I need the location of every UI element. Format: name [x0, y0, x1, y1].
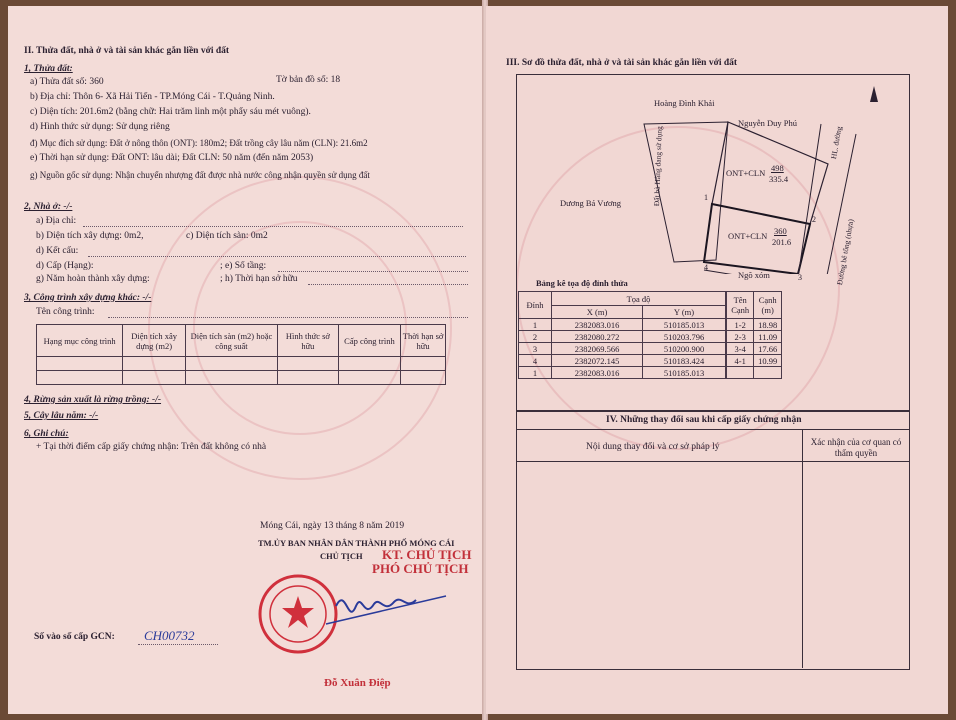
- registry-label: Số vào số cấp GCN:: [34, 632, 115, 642]
- section3-title: III. Sơ đồ thửa đất, nhà ở và tài sản khác gắn liền với đất: [506, 58, 738, 68]
- coord-row-point: 1: [519, 367, 552, 379]
- works-col-grade: Cấp công trình: [338, 325, 401, 357]
- edge-row-length: 10.99: [754, 355, 782, 367]
- house-heading: 2, Nhà ở: -/-: [24, 202, 73, 212]
- works-col-term: Thời hạn sở hữu: [401, 325, 446, 357]
- house-floor-area: c) Diện tích sàn: 0m2: [186, 231, 268, 241]
- house-grade: d) Cấp (Hạng):: [36, 261, 94, 271]
- coord-row-point: 3: [519, 343, 552, 355]
- edge-row-length: 17.66: [754, 343, 782, 355]
- edge-table: [726, 291, 782, 379]
- notes-line: + Tại thời điểm cấp giấy chứng nhận: Trên đất không có nhà: [36, 442, 267, 452]
- coord-row-point: 1: [519, 319, 552, 331]
- coord-row-x: 2382083.016: [552, 319, 643, 331]
- lot-360-area: 201.6: [772, 237, 792, 247]
- works-col-item: Hạng mục công trình: [37, 325, 123, 357]
- coord-row-x: 2382069.566: [552, 343, 643, 355]
- alley-label: Ngõ xóm: [738, 270, 770, 280]
- works-heading: 3, Công trình xây dựng khác: -/-: [24, 293, 152, 303]
- neighbor-hoang: Hoàng Đình Khải: [654, 98, 715, 108]
- right-page: [486, 6, 948, 714]
- section4-title: IV. Những thay đổi sau khi cấp giấy chứng nhận: [606, 415, 802, 425]
- confirm-column-header: Xác nhận của cơ quan có thẩm quyền: [810, 437, 902, 458]
- land-address: b) Địa chỉ: Thôn 6- Xã Hải Tiến - TP.Móng Cái - T.Quảng Ninh.: [30, 92, 275, 102]
- point-1: 1: [704, 193, 708, 202]
- hl-road-label: HL. đường: [828, 125, 844, 160]
- works-col-ownership: Hình thức sở hữu: [278, 325, 339, 357]
- parcel-number: a) Thửa đất số: 360: [30, 77, 104, 87]
- edge-row-name: 2-3: [727, 331, 754, 343]
- left-page: [8, 6, 484, 714]
- point-2: 2: [812, 215, 816, 224]
- official-seal-and-signature: [256, 566, 456, 656]
- house-structure: d) Kết cấu:: [36, 246, 79, 256]
- lot-498-code: ONT+CLN: [726, 168, 766, 178]
- lot-498-number: 498: [771, 163, 784, 173]
- coord-head-point: Đỉnh: [519, 292, 552, 319]
- lot-498-area: 335.4: [769, 174, 789, 184]
- neighbor-duong: Dương Bá Vương: [560, 198, 622, 208]
- registry-number: CH00732: [144, 628, 195, 643]
- works-col-floor-area: Diện tích sàn (m2) hoặc công suất: [185, 325, 277, 357]
- lot-360-number: 360: [774, 226, 787, 236]
- stamp-vice: PHÓ CHỦ TỊCH: [372, 561, 469, 576]
- land-purpose: đ) Mục đích sử dụng: Đất ở nông thôn (ONT): 180m2; Đất trồng cây lâu năm (CLN): 21.6m2: [30, 138, 368, 148]
- notes-heading: 6, Ghi chú:: [24, 429, 69, 439]
- coord-row-x: 2382083.016: [552, 367, 643, 379]
- house-build-area: b) Diện tích xây dựng: 0m2,: [36, 231, 144, 241]
- changes-column-header: Nội dung thay đổi và cơ sở pháp lý: [586, 442, 720, 452]
- edge-row-name: 3-4: [727, 343, 754, 355]
- signer-name: Đỗ Xuân Điệp: [324, 677, 391, 689]
- house-address: a) Địa chỉ:: [36, 216, 77, 226]
- neighbor-nguyen: Nguyễn Duy Phú: [738, 118, 798, 128]
- coord-head-x: X (m): [552, 306, 643, 319]
- land-term: e) Thời hạn sử dụng: Đất ONT: lâu dài; Đất CLN: 50 năm (đến năm 2053): [30, 153, 314, 163]
- coord-row-x: 2382080.272: [552, 331, 643, 343]
- edge-row-name: 1-2: [727, 319, 754, 331]
- house-floors: ; e) Số tầng:: [220, 261, 267, 271]
- coord-row-y: 510185.013: [643, 319, 726, 331]
- place-date: Móng Cái, ngày 13 tháng 8 năm 2019: [260, 521, 405, 531]
- land-area: c) Diện tích: 201.6m2 (bằng chữ: Hai trăm linh một phẩy sáu mét vuông).: [30, 107, 311, 117]
- house-ownership-term: ; h) Thời hạn sở hữu: [220, 274, 298, 284]
- lot-360-code: ONT+CLN: [728, 231, 768, 241]
- point-4: 4: [704, 263, 708, 272]
- road-vertical-label: Đất bà Hằng đang sử dụng: [651, 125, 664, 207]
- concrete-road-label: Đường bê tông (nhựa): [834, 218, 856, 286]
- works-col-build-area: Diện tích xây dựng (m2): [123, 325, 186, 357]
- section2-title: II. Thửa đất, nhà ở và tài sản khác gắn liền với đất: [24, 46, 230, 56]
- land-heading: 1, Thửa đất:: [24, 64, 73, 74]
- map-sheet: Tờ bản đồ số: 18: [276, 75, 341, 85]
- coord-row-point: 4: [519, 355, 552, 367]
- coord-row-y: 510183.424: [643, 355, 726, 367]
- coord-table: [518, 291, 726, 379]
- house-year-built: g) Năm hoàn thành xây dựng:: [36, 274, 150, 284]
- point-3: 3: [798, 273, 802, 282]
- coord-table-title: Bảng kê tọa độ đỉnh thửa: [536, 278, 628, 288]
- edge-row-name: 4-1: [727, 355, 754, 367]
- edge-row-length: 11.09: [754, 331, 782, 343]
- coord-row-y: 510200.900: [643, 343, 726, 355]
- coord-head-coord: Tọa độ: [552, 292, 726, 306]
- coord-row-x: 2382072.145: [552, 355, 643, 367]
- coord-row-y: 510185.013: [643, 367, 726, 379]
- perennial-heading: 5, Cây lâu năm: -/-: [24, 411, 99, 421]
- forest-heading: 4, Rừng sản xuất là rừng trồng: -/-: [24, 395, 162, 405]
- edge-row-length: 18.98: [754, 319, 782, 331]
- land-use-form: d) Hình thức sử dụng: Sử dụng riêng: [30, 122, 170, 132]
- stamp-kt: KT. CHỦ TỊCH: [382, 547, 472, 562]
- coord-row-y: 510203.796: [643, 331, 726, 343]
- authority: TM.ỦY BAN NHÂN DÂN THÀNH PHỐ MÓNG CÁI: [258, 538, 455, 548]
- works-name-label: Tên công trình:: [36, 307, 95, 317]
- land-origin: g) Nguồn gốc sử dụng: Nhận chuyển nhượng đất được nhà nước công nhận quyền sử dụng đất: [30, 170, 370, 180]
- coord-row-point: 2: [519, 331, 552, 343]
- coord-head-y: Y (m): [643, 306, 726, 319]
- edge-head-name: Tên Cạnh: [727, 292, 754, 319]
- works-table: [36, 324, 446, 385]
- chairman: CHỦ TỊCH: [320, 551, 363, 561]
- edge-head-length: Cạnh (m): [754, 292, 782, 319]
